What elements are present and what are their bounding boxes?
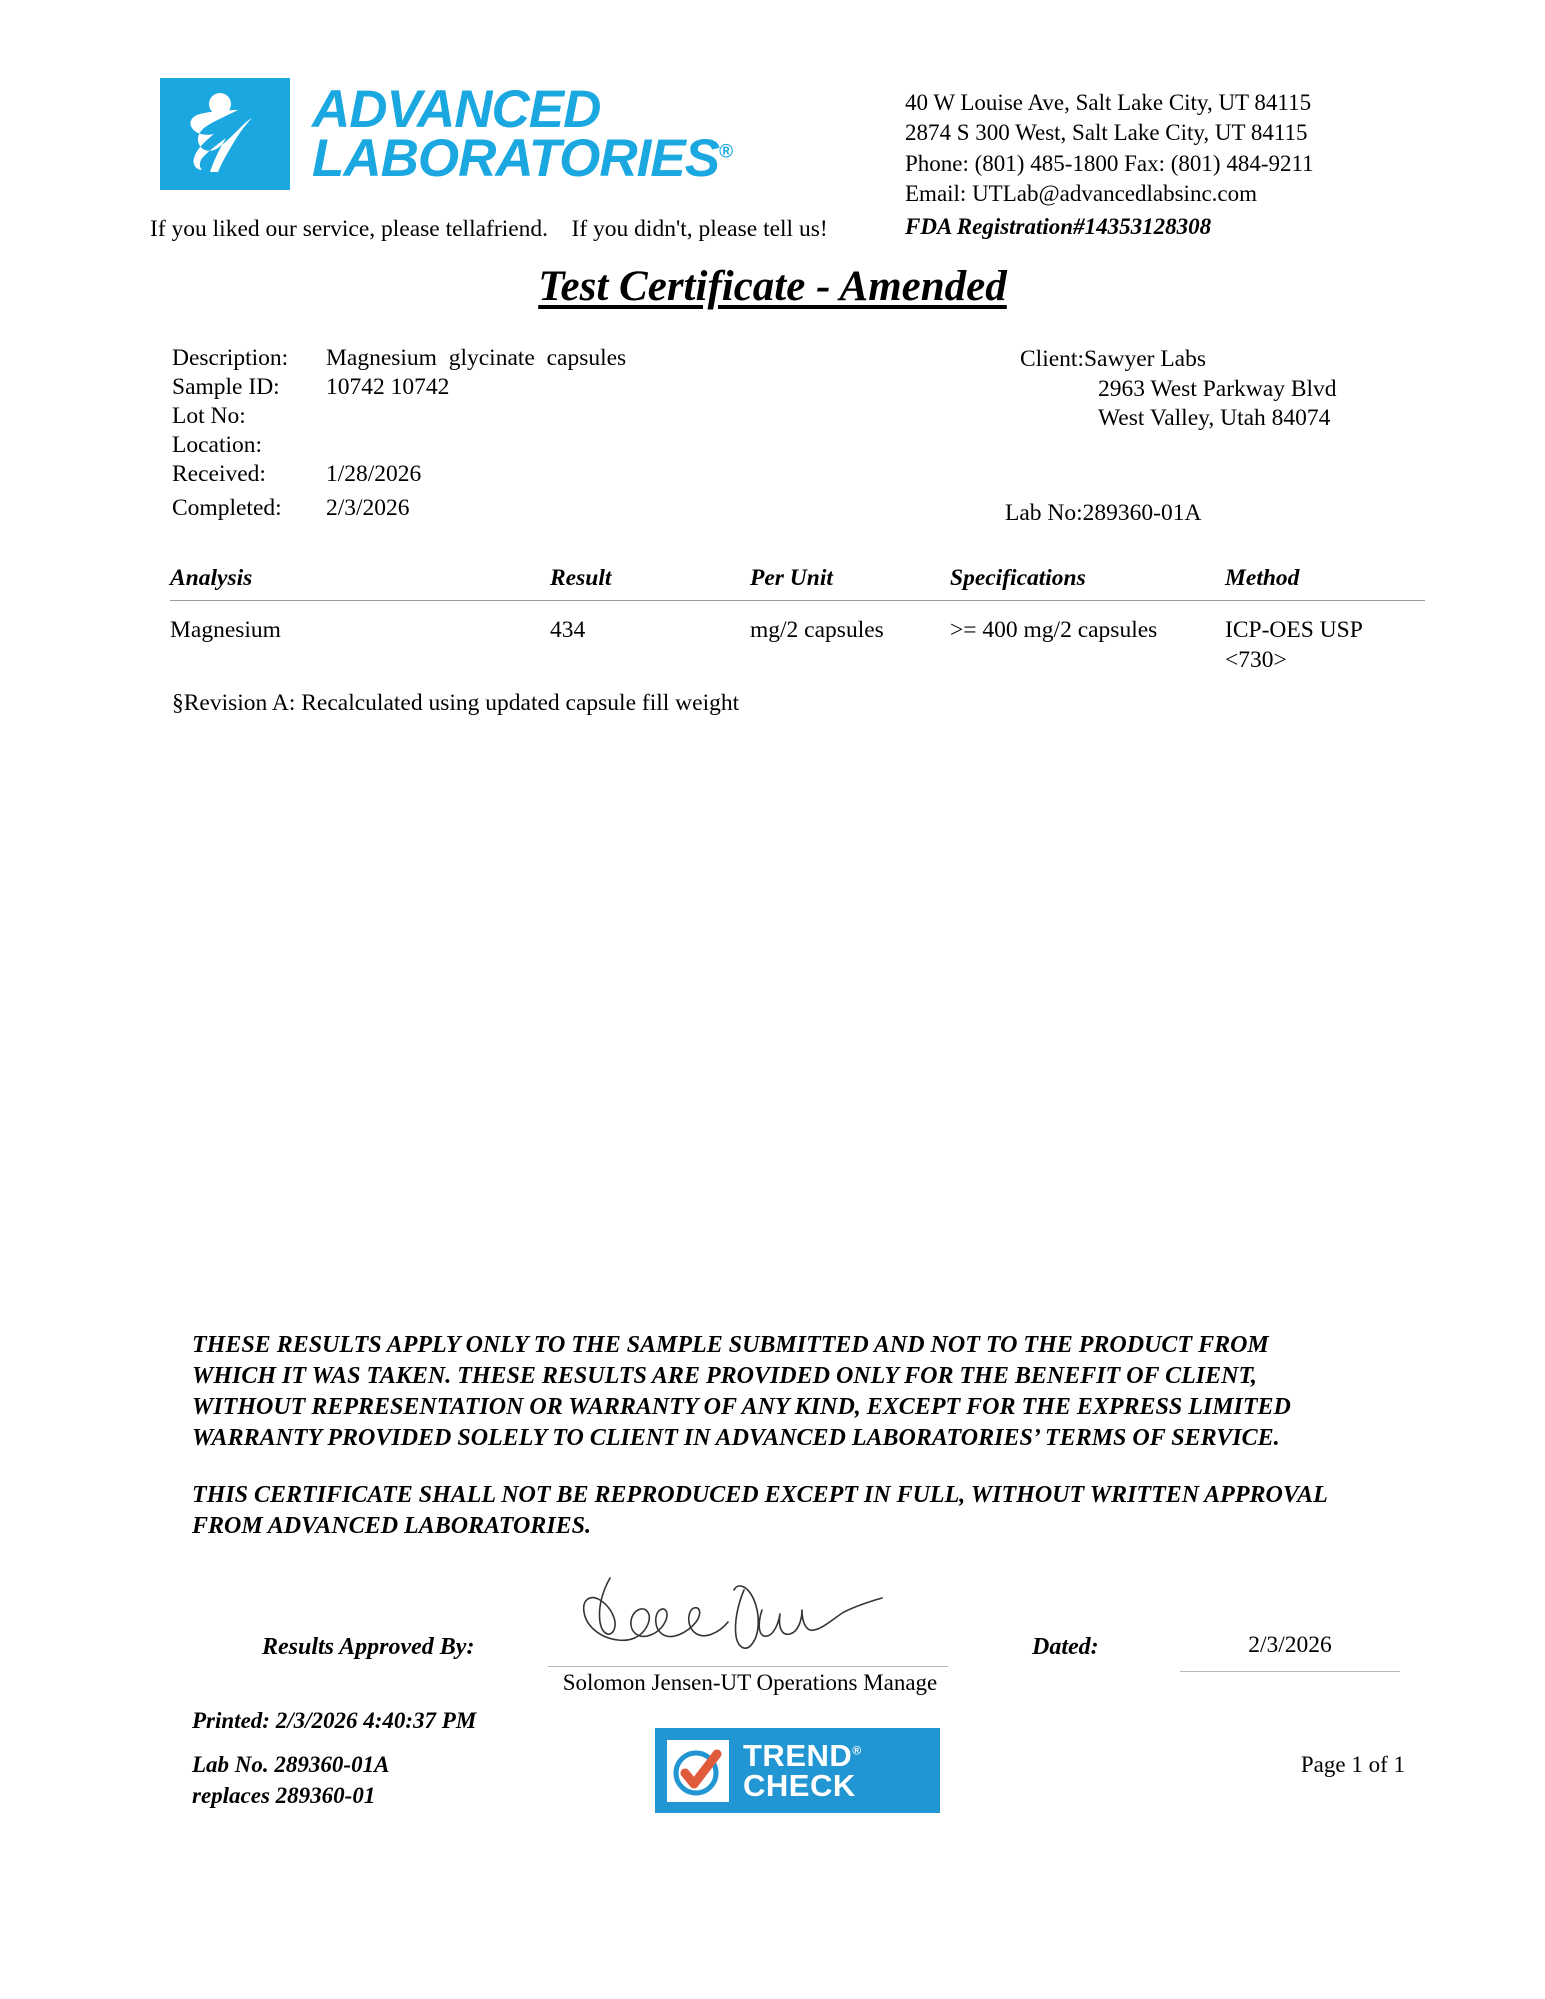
info-row-completed <box>172 495 626 529</box>
lab-no: Lab No:289360-01A <box>1005 500 1202 526</box>
description-label: Description: <box>172 345 289 371</box>
column-header-specifications: Specifications <box>950 565 1225 601</box>
info-row-description <box>172 345 626 374</box>
cell-method: ICP-OES USP <730> <box>1225 617 1362 674</box>
circle-checkmark-icon <box>667 1740 729 1802</box>
sample-info-left <box>172 345 626 529</box>
results-table <box>170 565 1425 675</box>
signer-name: Solomon Jensen-UT Operations Manage <box>562 1670 938 1695</box>
table-row <box>170 601 1425 676</box>
page-title-text: Test Certificate - Amended <box>538 263 1007 310</box>
column-header-analysis: Analysis <box>170 565 550 601</box>
received-value: 1/28/2026 <box>326 461 422 487</box>
sample-id-value: 10742 10742 <box>326 374 450 400</box>
dated-label: Dated: <box>1032 1634 1099 1660</box>
results-table-container <box>170 565 1425 675</box>
disclaimer-paragraph-1: THESE RESULTS APPLY ONLY TO THE SAMPLE SUBMITTED AND NOT TO THE PRODUCT FROM WHICH IT WAS TAKEN. THESE RESULTS ARE PROVIDED ONLY FOR THE BENEFIT OF CLIENT, WITHOUT REPRESENTATION OR WARRANTY OF ANY KIND, EXCEPT FOR THE EXPRESS LIMITED WARRANTY PROVIDED SOLELY TO CLIENT IN ADVANCED LABORATORIES’ TERMS OF SERVICE. <box>192 1332 1291 1451</box>
cell-per-unit: mg/2 capsules <box>750 617 884 643</box>
lot-no-label: Lot No: <box>172 403 246 429</box>
description-value: Magnesium glycinate capsules <box>326 345 627 371</box>
revision-note: §Revision A: Recalculated using updated capsule fill weight <box>172 690 740 716</box>
company-address-line-2: 2874 S 300 West, Salt Lake City, UT 84115 <box>905 120 1308 146</box>
info-row-lot-no <box>172 403 626 432</box>
info-row-sample-id <box>172 374 626 403</box>
page-title <box>0 262 1545 311</box>
page-header <box>0 0 1545 250</box>
completed-value: 2/3/2026 <box>326 495 410 521</box>
running-figure-icon <box>160 78 290 190</box>
cell-result: 434 <box>550 617 586 643</box>
client-address-line-2: West Valley, Utah 84074 <box>1098 405 1331 432</box>
column-header-result: Result <box>550 565 750 601</box>
logo-line-1: ADVANCED <box>312 79 601 139</box>
table-header-row <box>170 565 1425 601</box>
received-label: Received: <box>172 461 266 487</box>
company-tagline: If you liked our service, please tellafriend. If you didn't, please tell us! <box>150 216 828 242</box>
company-phone-fax: Phone: (801) 485-1800 Fax: (801) 484-9211 <box>905 150 1314 176</box>
company-email: Email: UTLab@advancedlabsinc.com <box>905 181 1257 207</box>
dated-value: 2/3/2026 <box>1180 1632 1400 1672</box>
logo-line-2: LABORATORIES® <box>312 129 734 188</box>
signature-section <box>0 1548 1545 1708</box>
fda-registration: FDA Registration#14353128308 <box>905 214 1212 240</box>
client-info-block <box>1020 345 1337 434</box>
client-address-line-1: 2963 West Parkway Blvd <box>1098 375 1337 402</box>
disclaimer-paragraph-2: THIS CERTIFICATE SHALL NOT BE REPRODUCED EXCEPT IN FULL, WITHOUT WRITTEN APPROVAL FROM ADVANCED LABORATORIES. <box>192 1482 1327 1539</box>
company-address-line-1: 40 W Louise Ave, Salt Lake City, UT 84115 <box>905 90 1312 115</box>
column-header-method: Method <box>1225 565 1425 601</box>
footer-lab-no: Lab No. 289360-01A <box>192 1752 390 1778</box>
location-label: Location: <box>172 432 263 458</box>
company-logo <box>160 78 733 190</box>
registered-mark-icon: ® <box>719 141 734 163</box>
footer-replaces: replaces 289360-01 <box>192 1782 376 1808</box>
footer-left-block <box>192 1706 476 1811</box>
printed-timestamp: Printed: 2/3/2026 4:40:37 PM <box>192 1708 477 1733</box>
sample-info-section <box>0 345 1545 535</box>
trend-registered-mark-icon: ® <box>852 1743 862 1758</box>
info-row-received <box>172 461 626 495</box>
page-number: Page 1 of 1 <box>1300 1752 1405 1777</box>
column-header-per-unit: Per Unit <box>750 565 950 601</box>
client-name: Client:Sawyer Labs <box>1020 346 1207 372</box>
company-contact-block <box>905 88 1314 243</box>
info-row-location <box>172 432 626 461</box>
trend-check-logo <box>655 1728 940 1813</box>
trend-line-2: CHECK <box>743 1767 856 1803</box>
cell-analysis: Magnesium <box>170 617 281 643</box>
sample-id-label: Sample ID: <box>172 374 280 400</box>
completed-label: Completed: <box>172 495 282 521</box>
company-logo-text <box>312 79 734 188</box>
signature-image <box>548 1548 948 1667</box>
cell-specifications: >= 400 mg/2 capsules <box>950 617 1158 643</box>
trend-check-text <box>743 1738 862 1803</box>
trend-line-1: TREND® <box>743 1738 862 1774</box>
results-approved-by-label: Results Approved By: <box>262 1634 475 1660</box>
